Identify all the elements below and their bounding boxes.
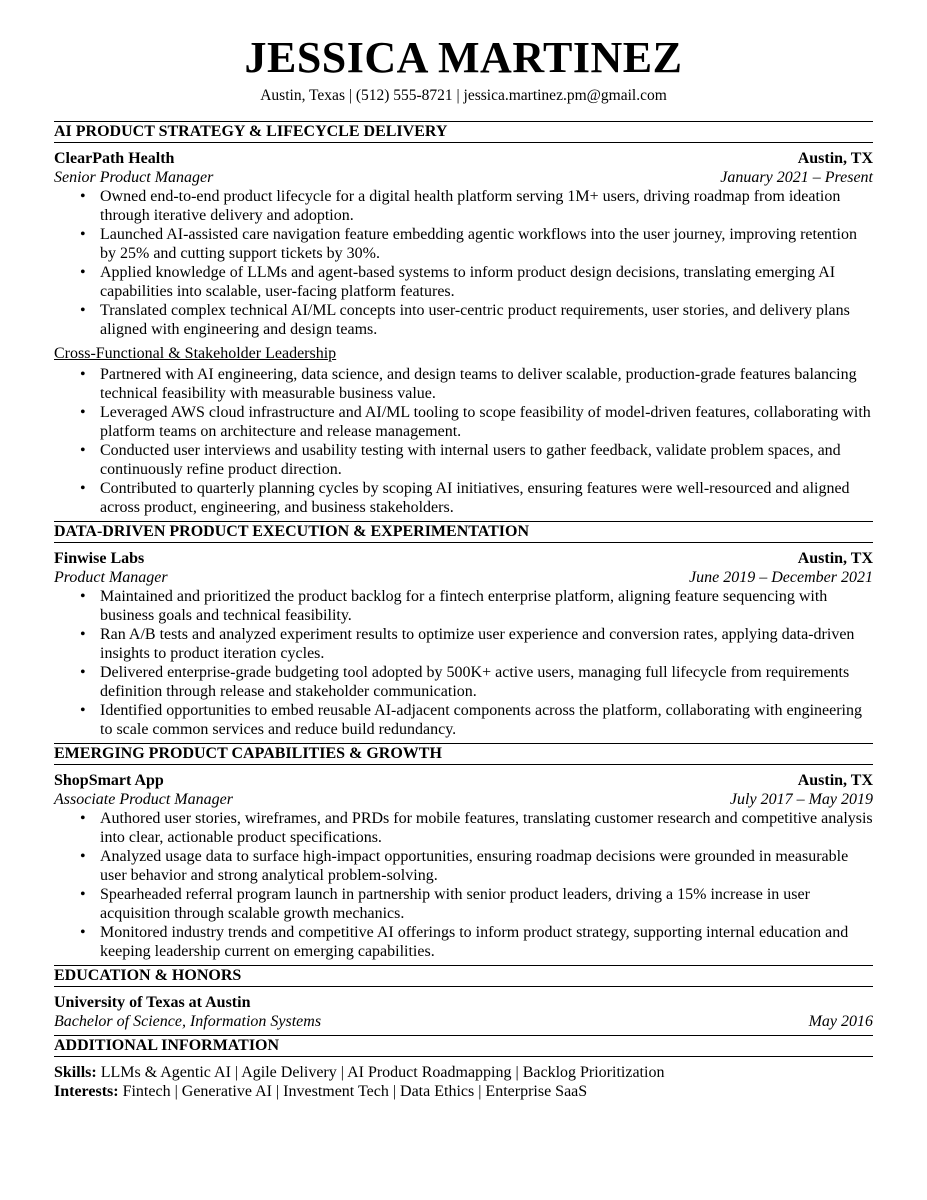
skills-line <box>54 1063 873 1082</box>
role-dates: July 2017 – May 2019 <box>729 791 873 808</box>
list-item <box>54 441 873 479</box>
list-item <box>54 479 873 517</box>
bullet-icon: • <box>80 588 86 605</box>
bullet-icon: • <box>80 302 86 319</box>
bullet-list <box>54 187 873 339</box>
bullet-text: Identified opportunities to embed reusable AI-adjacent components across the platform, collaborating with engineering to scale common services and reduce build redundancy. <box>100 702 862 738</box>
section-title: DATA-DRIVEN PRODUCT EXECUTION & EXPERIMENTATION <box>54 521 873 543</box>
bullet-icon: • <box>80 226 86 243</box>
skills-label: Skills: <box>54 1064 97 1081</box>
section-ai-product <box>54 121 873 517</box>
company-name: Finwise Labs <box>54 550 145 567</box>
bullet-icon: • <box>80 188 86 205</box>
degree-row <box>54 1012 873 1031</box>
role-dates: January 2021 – Present <box>720 169 873 186</box>
list-item <box>54 301 873 339</box>
bullet-icon: • <box>80 702 86 719</box>
section-title: EDUCATION & HONORS <box>54 965 873 987</box>
bullet-text: Owned end-to-end product lifecycle for a digital health platform serving 1M+ users, driving roadmap from ideation through iterative delivery and adoption. <box>100 188 841 224</box>
bullet-icon: • <box>80 442 86 459</box>
company-row <box>54 549 873 568</box>
bullet-icon: • <box>80 480 86 497</box>
interests-line <box>54 1082 873 1101</box>
bullet-text: Authored user stories, wireframes, and PRDs for mobile features, translating customer research and competitive analysis into clear, actionable product specifications. <box>100 810 873 846</box>
bullet-text: Monitored industry trends and competitive AI offerings to inform product strategy, supporting internal education and keeping leadership current on emerging capabilities. <box>100 924 849 960</box>
contact-line: Austin, Texas | (512) 555-8721 | jessica.martinez.pm@gmail.com <box>260 87 667 104</box>
bullet-text: Translated complex technical AI/ML concepts into user-centric product requirements, user stories, and delivery plans aligned with engineering and design teams. <box>100 302 850 338</box>
section-data-driven <box>54 521 873 739</box>
role-title: Senior Product Manager <box>54 169 214 186</box>
bullet-icon: • <box>80 664 86 681</box>
list-item <box>54 885 873 923</box>
section-title: EMERGING PRODUCT CAPABILITIES & GROWTH <box>54 743 873 765</box>
bullet-list <box>54 809 873 961</box>
list-item <box>54 847 873 885</box>
school-row <box>54 993 873 1012</box>
role-row <box>54 790 873 809</box>
degree: Bachelor of Science, Information Systems <box>54 1013 322 1030</box>
section-title: ADDITIONAL INFORMATION <box>54 1035 873 1057</box>
subsection-title: Cross-Functional & Stakeholder Leadership <box>54 345 337 362</box>
bullet-icon: • <box>80 404 86 421</box>
section-emerging <box>54 743 873 961</box>
bullet-text: Contributed to quarterly planning cycles by scoping AI initiatives, ensuring features were well-resourced and aligned across product, engineering, and business stakeholders. <box>100 480 850 516</box>
bullet-text: Conducted user interviews and usability testing with internal users to gather feedback, validate problem spaces, and continuously refine product direction. <box>100 442 841 478</box>
list-item <box>54 701 873 739</box>
company-name: ClearPath Health <box>54 150 175 167</box>
list-item <box>54 365 873 403</box>
interests-label: Interests: <box>54 1083 119 1100</box>
resume-page <box>54 30 873 1101</box>
role-title: Product Manager <box>54 569 168 586</box>
graduation-date: May 2016 <box>808 1013 873 1030</box>
company-name: ShopSmart App <box>54 772 164 789</box>
role-dates: June 2019 – December 2021 <box>689 569 873 586</box>
company-row <box>54 149 873 168</box>
company-row <box>54 771 873 790</box>
bullet-list <box>54 587 873 739</box>
skills-text: LLMs & Agentic AI | Agile Delivery | AI Product Roadmapping | Backlog Prioritization <box>96 1064 665 1081</box>
bullet-icon: • <box>80 848 86 865</box>
list-item <box>54 587 873 625</box>
company-location: Austin, TX <box>797 150 873 167</box>
list-item <box>54 923 873 961</box>
section-education <box>54 965 873 1031</box>
bullet-icon: • <box>80 264 86 281</box>
bullet-text: Ran A/B tests and analyzed experiment results to optimize user experience and conversion rates, applying data-driven insights to product iteration cycles. <box>100 626 855 662</box>
school-name: University of Texas at Austin <box>54 994 251 1011</box>
bullet-icon: • <box>80 810 86 827</box>
list-item <box>54 663 873 701</box>
list-item <box>54 263 873 301</box>
bullet-text: Launched AI-assisted care navigation feature embedding agentic workflows into the user journey, improving retention by 25% and cutting support tickets by 30%. <box>100 226 857 262</box>
list-item <box>54 225 873 263</box>
section-additional <box>54 1035 873 1101</box>
interests-text: Fintech | Generative AI | Investment Tech | Data Ethics | Enterprise SaaS <box>118 1083 588 1100</box>
section-title: AI PRODUCT STRATEGY & LIFECYCLE DELIVERY <box>54 121 873 143</box>
role-title: Associate Product Manager <box>54 791 233 808</box>
bullet-icon: • <box>80 886 86 903</box>
bullet-icon: • <box>80 626 86 643</box>
bullet-text: Leveraged AWS cloud infrastructure and AI/ML tooling to scope feasibility of model-driven features, collaborating with platform teams on architecture and release management. <box>100 404 871 440</box>
bullet-text: Analyzed usage data to surface high-impact opportunities, ensuring roadmap decisions were grounded in measurable user behavior and strong analytical problem-solving. <box>100 848 849 884</box>
candidate-name: JESSICA MARTINEZ <box>244 33 683 82</box>
company-location: Austin, TX <box>797 550 873 567</box>
list-item <box>54 809 873 847</box>
company-location: Austin, TX <box>797 772 873 789</box>
bullet-text: Spearheaded referral program launch in partnership with senior product leaders, driving a 15% increase in user acquisition through scalable growth mechanics. <box>100 886 810 922</box>
bullet-list <box>54 365 873 517</box>
role-row <box>54 168 873 187</box>
bullet-text: Applied knowledge of LLMs and agent-based systems to inform product design decisions, translating emerging AI capabilities into scalable, user-facing platform features. <box>100 264 836 300</box>
bullet-icon: • <box>80 366 86 383</box>
list-item <box>54 403 873 441</box>
bullet-text: Partnered with AI engineering, data science, and design teams to deliver scalable, production-grade features balancing technical feasibility with measurable business value. <box>100 366 857 402</box>
list-item <box>54 625 873 663</box>
bullet-text: Maintained and prioritized the product backlog for a fintech enterprise platform, aligning feature sequencing with business goals and technical feasibility. <box>100 588 828 624</box>
role-row <box>54 568 873 587</box>
list-item <box>54 187 873 225</box>
bullet-text: Delivered enterprise-grade budgeting tool adopted by 500K+ active users, managing full lifecycle from requirements definition through release and stakeholder communication. <box>100 664 850 700</box>
bullet-icon: • <box>80 924 86 941</box>
